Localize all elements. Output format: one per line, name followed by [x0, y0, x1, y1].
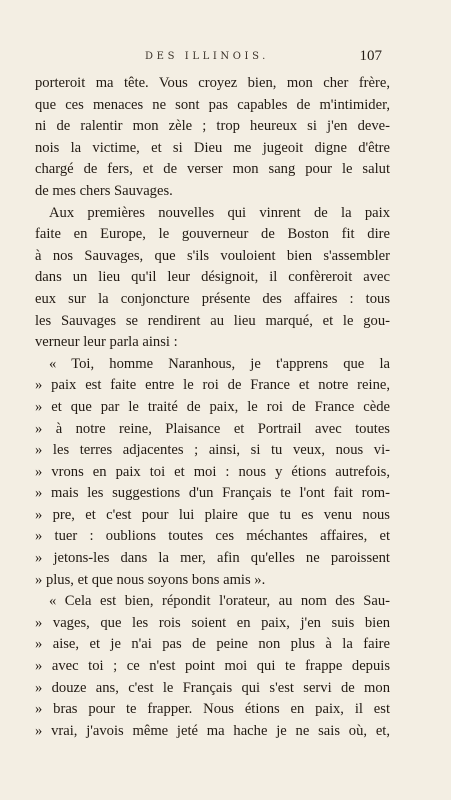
page-number: 107	[359, 48, 382, 64]
text-line: nois la victime, et si Dieu me jugeoit digne d'être	[35, 139, 390, 156]
text-line: » pre, et c'est pour lui plaire que tu es venu nous	[35, 506, 390, 523]
text-line: » douze ans, c'est le Français qui s'est servi de mon	[35, 679, 390, 696]
text-line: » vrons en paix toi et moi : nous y étions autrefois,	[35, 463, 390, 480]
text-line: » jetons-les dans la mer, afin qu'elles ne paroissent	[35, 550, 390, 567]
text-line: ni de ralentir mon zèle ; trop heureux si j'en deve-	[35, 118, 390, 135]
text-line: » avec toi ; ce n'est point moi qui te frappe depuis	[35, 658, 390, 675]
text-line: » plus, et que nous soyons bons amis ».	[35, 571, 266, 588]
text-line: » les terres adjacentes ; ainsi, si tu veux, nous vi-	[35, 442, 390, 459]
text-line: faite en Europe, le gouverneur de Boston fit dire	[35, 226, 390, 243]
text-line: » vages, que les rois soient en paix, j'en suis bien	[35, 614, 390, 631]
text-line: chargé de fers, et de verser mon sang pour le salut	[35, 161, 390, 178]
body-text	[35, 73, 390, 742]
text-line: » bras pour te frapper. Nous étions en paix, il est	[35, 701, 390, 718]
text-line: » paix est faite entre le roi de France et notre reine,	[35, 377, 390, 394]
text-line: dans un lieu qu'il leur désignoit, il confèreroit avec	[35, 269, 390, 286]
text-line: » aise, et je n'ai pas de peine non plus à la faire	[35, 636, 390, 653]
page-header	[0, 48, 451, 71]
text-line: » à notre reine, Plaisance et Portrail avec toutes	[35, 420, 390, 437]
text-line: les Sauvages se rendirent au lieu marqué, et le gou-	[35, 312, 390, 329]
text-line: « Toi, homme Naranhous, je t'apprens que la	[49, 355, 390, 372]
text-line: de mes chers Sauvages.	[35, 182, 173, 199]
text-line: « Cela est bien, répondit l'orateur, au nom des Sau-	[49, 593, 390, 610]
text-line: verneur leur parla ainsi :	[35, 334, 178, 351]
running-head: DES ILLINOIS.	[145, 51, 269, 62]
text-line: » tuer : oublions toutes ces méchantes affaires, et	[35, 528, 390, 545]
text-line: Aux premières nouvelles qui vinrent de la paix	[49, 204, 390, 221]
text-line: » mais les suggestions d'un Français te l'ont fait rom-	[35, 485, 390, 502]
text-line: » vrai, j'avois même jeté ma hache je ne sais où, et,	[35, 722, 390, 739]
text-line: à nos Sauvages, que s'ils vouloient bien s'assembler	[35, 247, 390, 264]
text-line: que ces menaces ne sont pas capables de m'intimider,	[35, 96, 390, 113]
text-line: » et que par le traité de paix, le roi de France cède	[35, 398, 390, 415]
text-line: eux sur la conjoncture présente des affaires : tous	[35, 290, 390, 307]
text-line: porteroit ma tête. Vous croyez bien, mon cher frère,	[35, 75, 390, 91]
